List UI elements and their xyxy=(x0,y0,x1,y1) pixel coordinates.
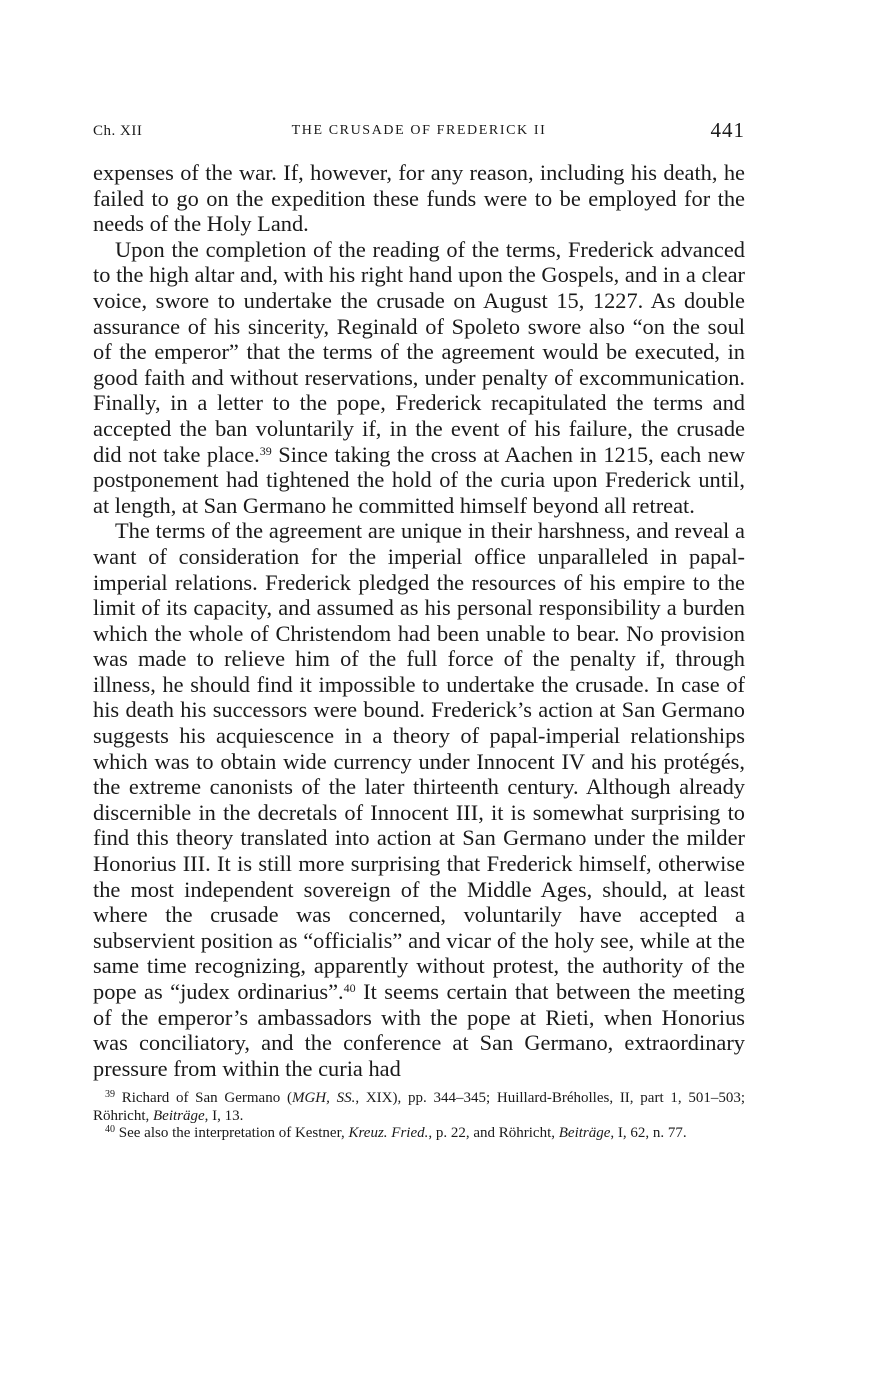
book-page xyxy=(93,118,745,1143)
text-run: , I, 13. xyxy=(204,1107,244,1124)
footnote xyxy=(93,1090,745,1125)
body-text xyxy=(93,160,745,1081)
text-run: , p. 22, and Röhricht, xyxy=(428,1125,559,1142)
italic-text: Beiträge xyxy=(153,1107,205,1124)
running-head xyxy=(93,118,745,144)
italic-text: Kreuz. Fried. xyxy=(348,1125,429,1142)
text-run: , XIX), pp. 344–345; Huillard-Bréholles, II, part 1, 501–503; Röhricht, xyxy=(93,1090,745,1124)
text-run: See also the interpretation of Kestner, xyxy=(115,1125,349,1142)
footnote xyxy=(93,1125,745,1143)
paragraph xyxy=(93,160,745,237)
paragraph xyxy=(93,237,745,519)
footnote-marker: 39 xyxy=(259,443,272,458)
text-run: expenses of the war. If, however, for any reason, including his death, he failed to go on the expedition these funds were to be employed for the needs of the Holy Land. xyxy=(93,160,745,237)
footnotes xyxy=(93,1090,745,1143)
chapter-label: Ch. XII xyxy=(93,123,143,139)
italic-text: Beiträge xyxy=(558,1125,611,1142)
page-number: 441 xyxy=(710,118,745,142)
text-run: It seems certain that between the meeting of the emperor’s ambassadors with the pope at Rieti, when Honorius was conciliatory, and the conference at San Germano, extraordinary pressure from within the curia had xyxy=(93,979,745,1081)
running-title: THE CRUSADE OF FREDERICK II xyxy=(291,123,547,138)
text-run: Since taking the cross at Aachen in 1215, each new postponement had tightened the hold of the curia upon Frederick until, at length, at San Germano he committed himself beyond all retreat. xyxy=(93,441,745,518)
text-run: , I, 62, n. 77. xyxy=(610,1125,687,1142)
footnote-marker: 40 xyxy=(343,981,356,995)
footnote-marker: 39 xyxy=(105,1089,115,1101)
paragraph xyxy=(93,518,745,1081)
text-run: The terms of the agreement are unique in their harshness, and reveal a want of consideration for the imperial office unparalleled in papal-imperial relations. Frederick pledged the resources of his empire to the limit of its capacity, and assumed as his personal responsibility a burden which the whole of Christendom had been unable to bear. No provision was made to relieve him of the full force of the penalty if, through illness, he should find it impossible to undertake the crusade. In case of his death his successors were bound. Frederick’s action at San Germano suggests his acquiescence in a theory of papal-imperial relationships which was to obtain wide currency under Innocent IV and his protégés, the extreme canonists of the later thirteenth century. Although already discernible in the decretals of Innocent III, it is somewhat surprising to find this theory translated into action at San Germano under the milder Honorius III. It is still more surprising that Frederick himself, otherwise the most independent sovereign of the Middle Ages, should, at least where the crusade was concerned, voluntarily have accepted a subservient position as “officialis” and vicar of the holy see, while at the same time recognizing, apparently without protest, the authority of the pope as “judex ordinarius”. xyxy=(93,518,745,1004)
text-run: Upon the completion of the reading of the terms, Frederick advanced to the high altar and, with his right hand upon the Gospels, and in a clear voice, swore to undertake the crusade on August 15, 1227. As double assurance of his sincerity, Reginald of Spoleto swore also “on the soul of the emperor” that the terms of the agreement would be executed, in good faith and without reservations, under penalty of excommunication. Finally, in a letter to the pope, Frederick recapitulated the terms and accepted the ban voluntarily if, in the event of his failure, the crusade did not take place. xyxy=(93,236,745,467)
footnote-marker: 40 xyxy=(105,1124,115,1136)
text-run: Richard of San Germano ( xyxy=(115,1090,292,1107)
italic-text: MGH, SS. xyxy=(291,1090,356,1107)
